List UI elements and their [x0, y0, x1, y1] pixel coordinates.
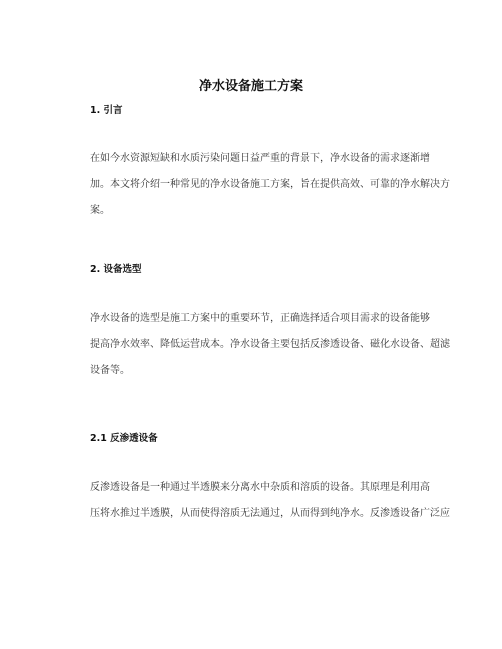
section-paragraph-introduction: [90, 146, 450, 224]
paragraph-line: 在如今水资源短缺和水质污染问题日益严重的背景下，净水设备的需求逐渐增: [90, 153, 430, 164]
section-heading-equipment-selection: 2. 设备选型: [90, 264, 142, 275]
paragraph-line: 净水设备的选型是施工方案中的重要环节，正确选择适合项目需求的设备能够: [90, 313, 430, 324]
paragraph-line: 压将水推过半透膜，从而使得溶质无法通过，从而得到纯净水。反渗透设备广泛应: [90, 508, 450, 519]
paragraph-line: 加。本文将介绍一种常见的净水设备施工方案，旨在提供高效、可靠的净水解决方: [90, 179, 450, 190]
section-heading-introduction: 1. 引言: [90, 105, 123, 116]
document-title: 净水设备施工方案: [198, 79, 303, 94]
section-paragraph-equipment-selection: [90, 306, 450, 384]
paragraph-line: 案。: [90, 205, 110, 216]
paragraph-line: 提高净水效率、降低运营成本。净水设备主要包括反渗透设备、磁化水设备、超滤: [90, 339, 450, 350]
section-paragraph-reverse-osmosis: [90, 475, 450, 527]
paragraph-line: 反渗透设备是一种通过半透膜来分离水中杂质和溶质的设备。其原理是利用高: [90, 482, 430, 493]
paragraph-line: 设备等。: [90, 365, 130, 376]
section-heading-reverse-osmosis: 2.1 反渗透设备: [90, 433, 158, 444]
